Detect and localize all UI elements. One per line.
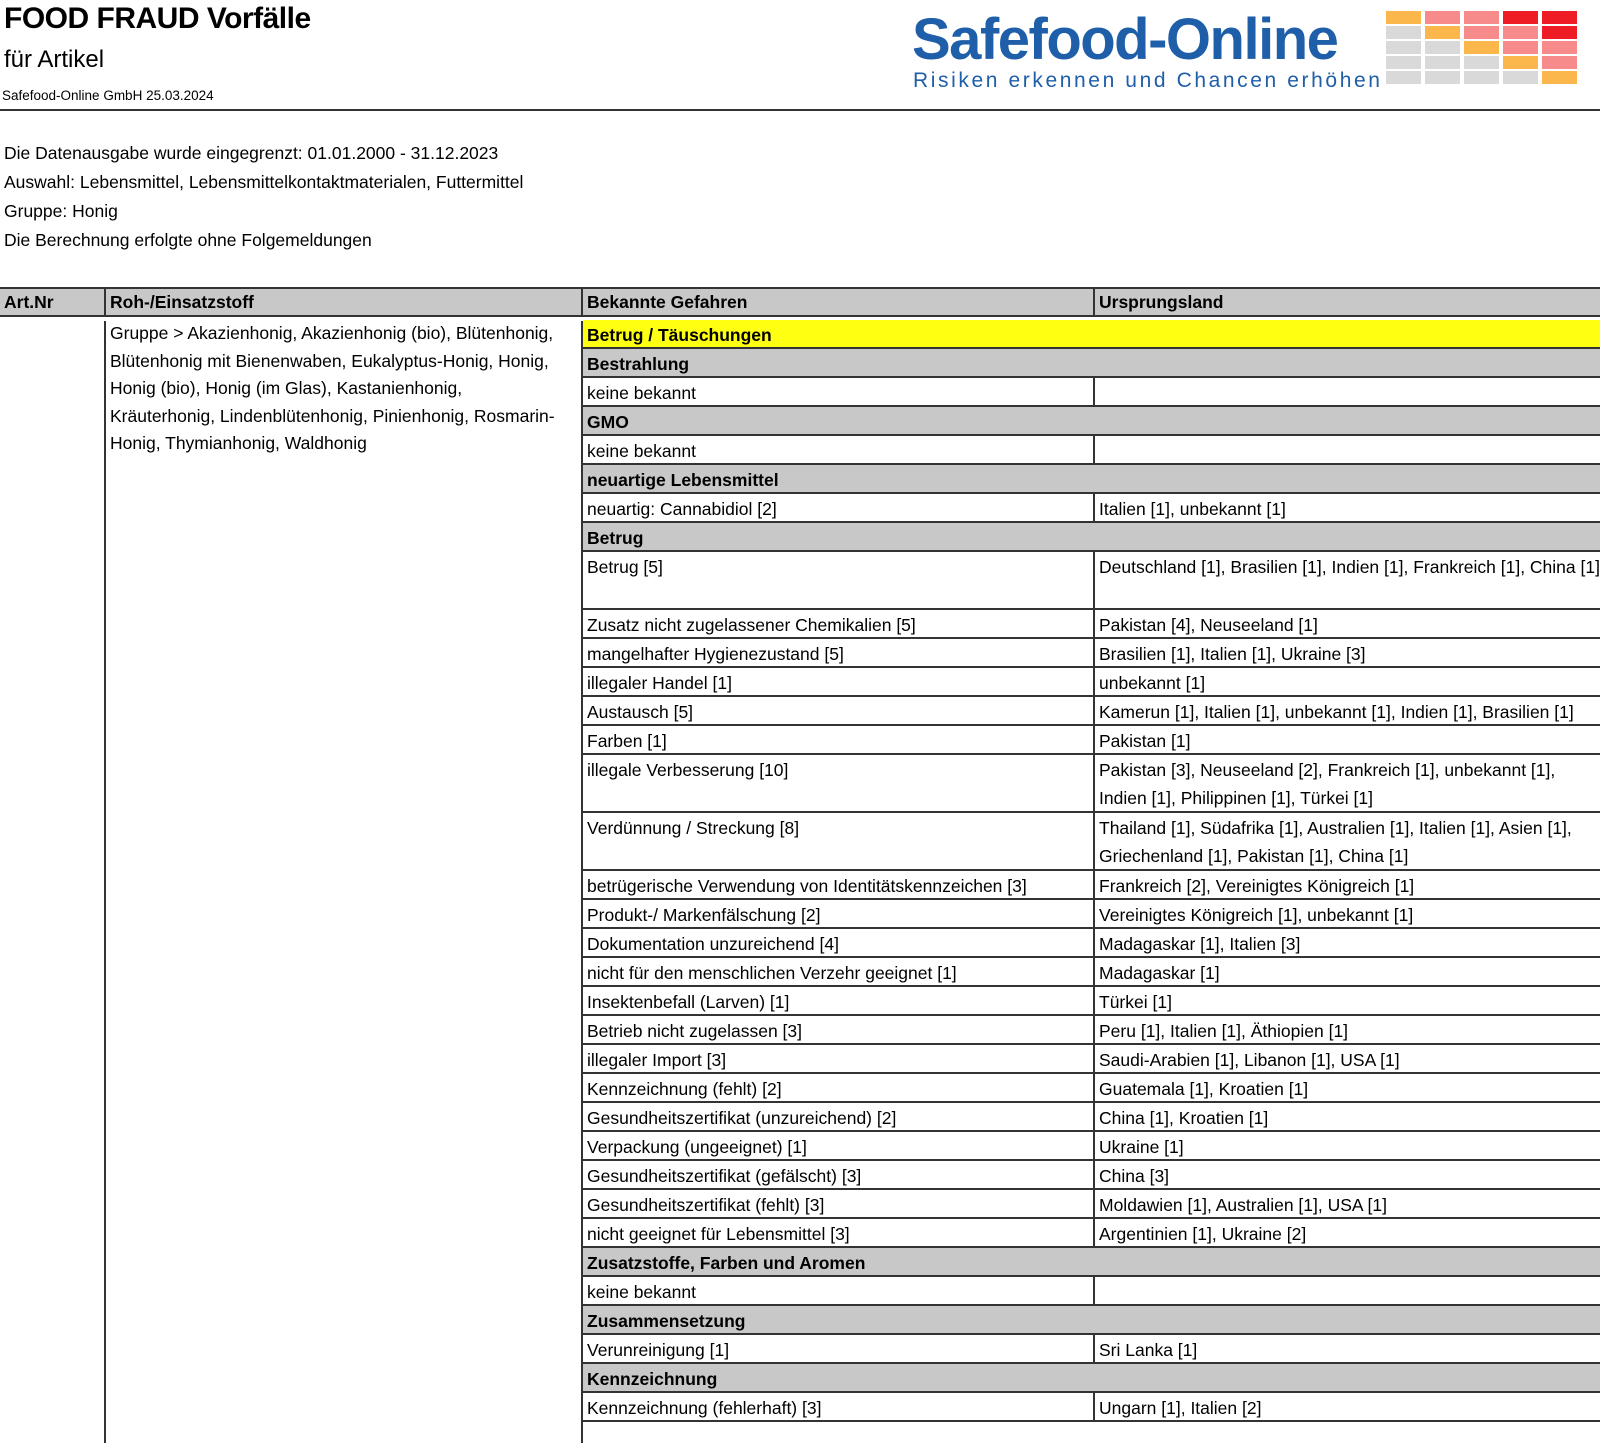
table-row bbox=[583, 1016, 1600, 1045]
origin-cell: Argentinien [1], Ukraine [2] bbox=[1099, 1224, 1307, 1244]
hazard-cell: nicht geeignet für Lebensmittel [3] bbox=[583, 1219, 1095, 1246]
column-header-artnr: Art.Nr bbox=[0, 287, 106, 317]
hazard-cell: Verunreinigung [1] bbox=[583, 1335, 1095, 1362]
logo-grid-cell bbox=[1464, 26, 1499, 39]
logo-grid-cell bbox=[1542, 11, 1577, 24]
logo-grid-cell bbox=[1464, 41, 1499, 54]
table-row bbox=[583, 1161, 1600, 1190]
table-row bbox=[583, 726, 1600, 755]
logo-grid-cell bbox=[1464, 56, 1499, 69]
hazard-cell: Betrug / Täuschungen bbox=[587, 325, 772, 345]
info-group: Gruppe: Honig bbox=[4, 201, 118, 221]
hazard-cell: Zusatz nicht zugelassener Chemikalien [5] bbox=[583, 610, 1095, 637]
table-row bbox=[583, 494, 1600, 523]
table-row bbox=[583, 552, 1600, 610]
origin-cell: Pakistan [1] bbox=[1099, 731, 1191, 751]
table-row bbox=[583, 1190, 1600, 1219]
logo-grid-cell bbox=[1542, 56, 1577, 69]
header-divider bbox=[0, 109, 1600, 111]
hazard-cell: Betrug [5] bbox=[583, 552, 1095, 608]
origin-cell: Frankreich [2], Vereinigtes Königreich [1] bbox=[1099, 876, 1415, 896]
table-row bbox=[583, 1219, 1600, 1248]
origin-cell: Vereinigtes Königreich [1], unbekannt [1] bbox=[1099, 905, 1414, 925]
hazard-cell: Betrieb nicht zugelassen [3] bbox=[583, 1016, 1095, 1043]
origin-cell: Guatemala [1], Kroatien [1] bbox=[1099, 1079, 1309, 1099]
table-row bbox=[583, 1393, 1600, 1422]
origin-cell: Moldawien [1], Australien [1], USA [1] bbox=[1099, 1195, 1387, 1215]
hazard-cell: Betrug bbox=[587, 528, 644, 548]
table-row bbox=[583, 1335, 1600, 1364]
table-row bbox=[583, 436, 1600, 465]
origin-cell: Pakistan [4], Neuseeland [1] bbox=[1099, 615, 1318, 635]
logo-grid-cell bbox=[1425, 26, 1460, 39]
logo-grid-cell bbox=[1386, 26, 1421, 39]
logo-grid-cell bbox=[1425, 71, 1460, 84]
logo-grid-cell bbox=[1386, 11, 1421, 24]
origin-cell: Italien [1], unbekannt [1] bbox=[1099, 499, 1286, 519]
logo-grid-cell bbox=[1425, 41, 1460, 54]
hazard-cell: Kennzeichnung bbox=[587, 1369, 718, 1389]
column-header-hazards: Bekannte Gefahren bbox=[583, 287, 1095, 317]
logo-wordmark: Safefood-Online bbox=[912, 7, 1338, 72]
company-date: Safefood-Online GmbH 25.03.2024 bbox=[2, 88, 214, 103]
logo-grid-cell bbox=[1542, 71, 1577, 84]
hazard-cell: Gesundheitszertifikat (fehlt) [3] bbox=[583, 1190, 1095, 1217]
logo-grid-cell bbox=[1425, 56, 1460, 69]
category-row bbox=[583, 465, 1600, 494]
logo-grid-cell bbox=[1464, 71, 1499, 84]
hazard-cell: Farben [1] bbox=[583, 726, 1095, 753]
hazard-cell: illegale Verbesserung [10] bbox=[583, 755, 1095, 811]
hazard-cell: illegaler Import [3] bbox=[583, 1045, 1095, 1072]
origin-cell: unbekannt [1] bbox=[1099, 673, 1206, 693]
logo-grid-cell bbox=[1464, 11, 1499, 24]
hazard-cell: keine bekannt bbox=[583, 436, 1095, 463]
table-row bbox=[583, 1103, 1600, 1132]
category-row bbox=[583, 1248, 1600, 1277]
hazard-cell: Gesundheitszertifikat (gefälscht) [3] bbox=[583, 1161, 1095, 1188]
logo-grid-cell bbox=[1386, 56, 1421, 69]
logo-grid-cell bbox=[1386, 41, 1421, 54]
category-row bbox=[583, 1364, 1600, 1393]
origin-cell: Ungarn [1], Italien [2] bbox=[1099, 1398, 1262, 1418]
table-row bbox=[583, 1277, 1600, 1306]
category-row bbox=[583, 1306, 1600, 1335]
column-header-material: Roh-/Einsatzstoff bbox=[106, 287, 583, 317]
hazard-cell: neuartig: Cannabidiol [2] bbox=[583, 494, 1095, 521]
table-row bbox=[583, 610, 1600, 639]
table-row bbox=[583, 1074, 1600, 1103]
table-row bbox=[583, 1045, 1600, 1074]
table-row bbox=[583, 378, 1600, 407]
hazard-cell: Zusammensetzung bbox=[587, 1311, 746, 1331]
origin-cell: Saudi-Arabien [1], Libanon [1], USA [1] bbox=[1099, 1050, 1400, 1070]
table-row bbox=[583, 755, 1600, 813]
logo-grid-cell bbox=[1503, 11, 1538, 24]
origin-cell bbox=[1095, 436, 1600, 463]
hazard-cell: Verdünnung / Streckung [8] bbox=[583, 813, 1095, 869]
hazard-cell: nicht für den menschlichen Verzehr geeignet [1] bbox=[583, 958, 1095, 985]
logo-grid-cell bbox=[1386, 71, 1421, 84]
hazard-cell: Kennzeichnung (fehlerhaft) [3] bbox=[583, 1393, 1095, 1420]
hazard-cell: Kennzeichnung (fehlt) [2] bbox=[583, 1074, 1095, 1101]
table-row bbox=[583, 958, 1600, 987]
origin-cell: Deutschland [1], Brasilien [1], Indien [1], Frankreich [1], China [1] bbox=[1099, 557, 1600, 577]
origin-cell bbox=[1095, 1277, 1600, 1304]
hazard-cell: Dokumentation unzureichend [4] bbox=[583, 929, 1095, 956]
origin-cell: Thailand [1], Südafrika [1], Australien [1], Italien [1], Asien [1], Griechenland [1], Pakistan [1], China [1] bbox=[1099, 818, 1572, 866]
hazard-cell: illegaler Handel [1] bbox=[583, 668, 1095, 695]
table-row bbox=[583, 929, 1600, 958]
origin-cell: Madagaskar [1] bbox=[1099, 963, 1220, 983]
category-row bbox=[583, 407, 1600, 436]
hazard-cell: Verpackung (ungeeignet) [1] bbox=[583, 1132, 1095, 1159]
hazard-cell: mangelhafter Hygienezustand [5] bbox=[583, 639, 1095, 666]
info-selection: Auswahl: Lebensmittel, Lebensmittelkontaktmaterialen, Futtermittel bbox=[4, 172, 524, 192]
origin-cell: Ukraine [1] bbox=[1099, 1137, 1184, 1157]
hazard-cell: GMO bbox=[587, 412, 629, 432]
hazard-cell: Bestrahlung bbox=[587, 354, 690, 374]
origin-cell bbox=[1095, 378, 1600, 405]
table-row bbox=[583, 813, 1600, 871]
table-row bbox=[583, 697, 1600, 726]
table-row bbox=[583, 900, 1600, 929]
report-title: FOOD FRAUD Vorfälle bbox=[4, 2, 311, 35]
table-row bbox=[583, 668, 1600, 697]
hazard-cell: Gesundheitszertifikat (unzureichend) [2] bbox=[583, 1103, 1095, 1130]
logo-grid-cell bbox=[1503, 56, 1538, 69]
hazard-cell: neuartige Lebensmittel bbox=[587, 470, 779, 490]
category-row bbox=[583, 523, 1600, 552]
origin-cell: Peru [1], Italien [1], Äthiopien [1] bbox=[1099, 1021, 1349, 1041]
hazard-cell: keine bekannt bbox=[583, 378, 1095, 405]
info-date-range: Die Datenausgabe wurde eingegrenzt: 01.01.2000 - 31.12.2023 bbox=[4, 143, 499, 163]
logo-grid-cell bbox=[1542, 26, 1577, 39]
origin-cell: Sri Lanka [1] bbox=[1099, 1340, 1198, 1360]
origin-cell: Pakistan [3], Neuseeland [2], Frankreich [1], unbekannt [1], Indien [1], Philippinen [1], Türkei [1] bbox=[1099, 760, 1556, 808]
hazard-cell: keine bekannt bbox=[583, 1277, 1095, 1304]
logo-grid-cell bbox=[1425, 11, 1460, 24]
hazard-cell: Insektenbefall (Larven) [1] bbox=[583, 987, 1095, 1014]
origin-cell: Brasilien [1], Italien [1], Ukraine [3] bbox=[1099, 644, 1366, 664]
report-subtitle: für Artikel bbox=[4, 46, 105, 73]
table-row bbox=[583, 871, 1600, 900]
origin-cell: Türkei [1] bbox=[1099, 992, 1172, 1012]
origin-cell: Madagaskar [1], Italien [3] bbox=[1099, 934, 1301, 954]
table-row bbox=[583, 639, 1600, 668]
logo-grid-cell bbox=[1542, 41, 1577, 54]
material-cell: Gruppe > Akazienhonig, Akazienhonig (bio), Blütenhonig, Blütenhonig mit Bienenwaben, Eukalyptus-Honig, Honig, Honig (bio), Honig (im Glas), Kastanienhonig, Kräuterhonig, Lindenblütenhonig, Pinienhonig, Rosmarin-Honig, Thymianhonig, Waldhonig bbox=[110, 323, 555, 453]
logo-tagline: Risiken erkennen und Chancen erhöhen bbox=[913, 69, 1383, 92]
hazard-cell: Austausch [5] bbox=[583, 697, 1095, 724]
origin-cell: China [1], Kroatien [1] bbox=[1099, 1108, 1269, 1128]
column-divider bbox=[104, 321, 106, 1443]
logo-grid-cell bbox=[1503, 26, 1538, 39]
logo-grid-cell bbox=[1503, 71, 1538, 84]
column-header-origin: Ursprungsland bbox=[1095, 287, 1600, 317]
table-row bbox=[583, 1132, 1600, 1161]
category-row bbox=[583, 349, 1600, 378]
table-row bbox=[583, 987, 1600, 1016]
origin-cell: China [3] bbox=[1099, 1166, 1170, 1186]
origin-cell: Kamerun [1], Italien [1], unbekannt [1], Indien [1], Brasilien [1] bbox=[1099, 702, 1574, 722]
category-row bbox=[583, 320, 1600, 349]
hazard-cell: Zusatzstoffe, Farben und Aromen bbox=[587, 1253, 866, 1273]
info-calculation: Die Berechnung erfolgte ohne Folgemeldungen bbox=[4, 230, 372, 250]
logo-grid-cell bbox=[1503, 41, 1538, 54]
hazard-cell: betrügerische Verwendung von Identitätskennzeichen [3] bbox=[583, 871, 1095, 898]
hazard-cell: Produkt-/ Markenfälschung [2] bbox=[583, 900, 1095, 927]
